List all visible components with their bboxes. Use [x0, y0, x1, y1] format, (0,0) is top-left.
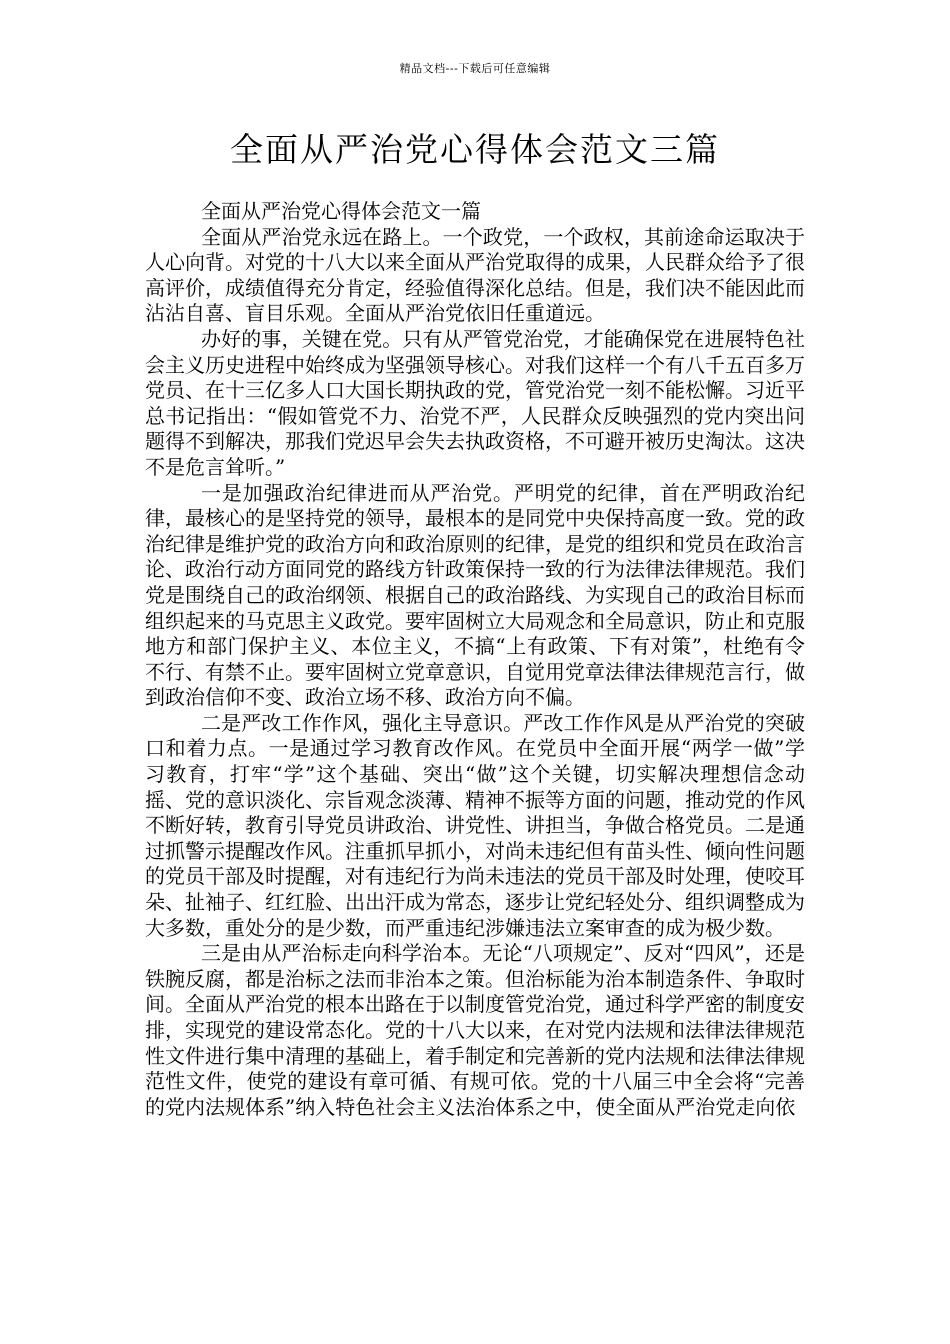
body-paragraph: 二是严改工作作风，强化主导意识。严改工作作风是从严治党的突破口和着力点。一是通过学习教育改作风。在党员中全面开展“两学一做”学习教育，打牢“学”这个基础、突出“做”这个关键，切实解决理想信念动摇、党的意识淡化、宗旨观念淡薄、精神不振等方面的问题，推动党的作风不断好转，教育引导党员讲政治、讲党性、讲担当，争做合格党员。二是通过抓警示提醒改作风。注重抓早抓小，对尚未违纪但有苗头性、倾向性问题的党员干部及时提醒，对有违纪行为尚未违法的党员干部及时处理，使咬耳朵、扯袖子、红红脸、出出汗成为常态，逐步让党纪轻处分、组织调整成为大多数，重处分的是少数，而严重违纪涉嫌违法立案审查的成为极少数。 — [145, 710, 805, 940]
document-body — [145, 199, 805, 1120]
page-header-note: 精品文档---下载后可任意编辑 — [399, 62, 551, 75]
body-paragraph: 三是由从严治标走向科学治本。无论“八项规定”、反对“四风”，还是铁腕反腐，都是治标之法而非治本之策。但治标能为治本制造条件、争取时间。全面从严治党的根本出路在于以制度管党治党，通过科学严密的制度安排，实现党的建设常态化。党的十八大以来，在对党内法规和法律法律规范性文件进行集中清理的基础上，着手制定和完善新的党内法规和法律法律规范性文件，使党的建设有章可循、有规可依。党的十八届三中全会将“完善的党内法规体系”纳入特色社会主义法治体系之中，使全面从严治党走向依 — [145, 941, 805, 1119]
body-paragraph: 办好的事，关键在党。只有从严管党治党，才能确保党在进展特色社会主义历史进程中始终成为坚强领导核心。对我们这样一个有八千五百多万党员、在十三亿多人口大国长期执政的党，管党治党一刻不能松懈。习近平总书记指出：“假如管党不力、治党不严，人民群众反映强烈的党内突出问题得不到解决，那我们党迟早会失去执政资格，不可避开被历史淘汰。这决不是危言耸听。” — [145, 326, 805, 479]
section-heading: 全面从严治党心得体会范文一篇 — [201, 199, 481, 223]
body-paragraph: 一是加强政治纪律进而从严治党。严明党的纪律，首在严明政治纪律，最核心的是坚持党的领导，最根本的是同党中央保持高度一致。党的政治纪律是维护党的政治方向和政治原则的纪律，是党的组织和党员在政治言论、政治行动方面同党的路线方针政策保持一致的行为法律法律规范。我们党是围绕自己的政治纲领、根据自己的政治路线、为实现自己的政治目标而组织起来的马克思主义政党。要牢固树立大局观念和全局意识，防止和克服地方和部门保护主义、本位主义，不搞“上有政策、下有对策”，杜绝有令不行、有禁不止。要牢固树立党章意识，自觉用党章法律法律规范言行，做到政治信仰不变、政治立场不移、政治方向不偏。 — [145, 480, 805, 710]
body-paragraph: 全面从严治党永远在路上。一个政党，一个政权，其前途命运取决于人心向背。对党的十八大以来全面从严治党取得的成果，人民群众给予了很高评价，成绩值得充分肯定，经验值得深化总结。但是，我们决不能因此而沾沾自喜、盲目乐观。全面从严治党依旧任重道远。 — [145, 224, 805, 326]
document-title: 全面从严治党心得体会范文三篇 — [230, 130, 720, 169]
